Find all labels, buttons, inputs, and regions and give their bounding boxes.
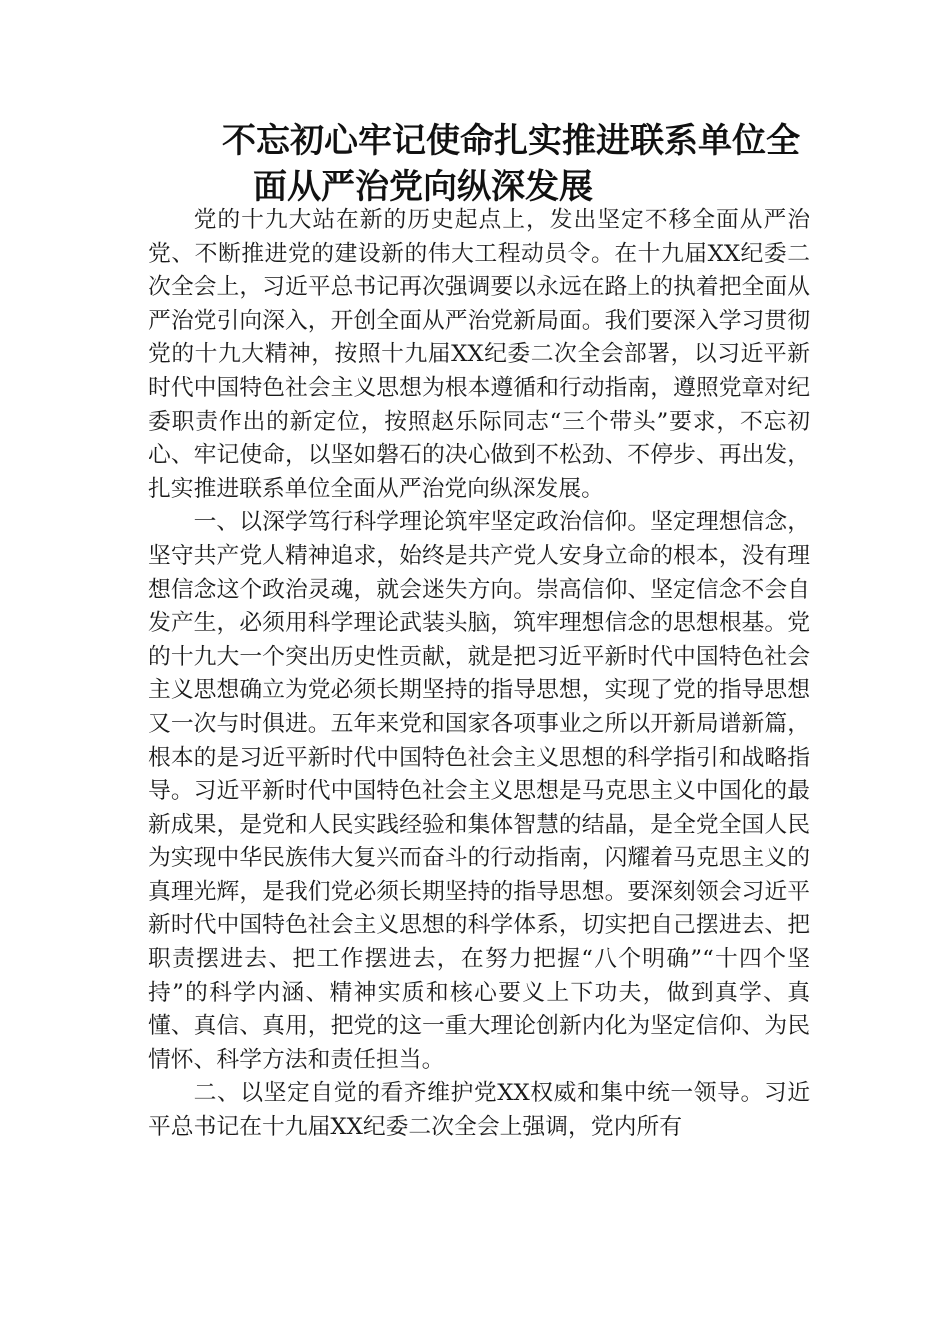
- document-body: [148, 204, 810, 1145]
- paragraph-section-2: 二、以坚定自觉的看齐维护党XX权威和集中统一领导。习近平总书记在十九届XX纪委二次全会上强调，党内所有: [148, 1080, 810, 1141]
- title-line-2: 面从严治党向纵深发展: [253, 167, 593, 207]
- title-line-1: 不忘初心牢记使命扎实推进联系单位全: [222, 121, 800, 161]
- paragraph-intro: 党的十九大站在新的历史起点上，发出坚定不移全面从严治党、不断推进党的建设新的伟大工程动员令。在十九届XX纪委二次全会上，习近平总书记再次强调要以永远在路上的执着把全面从严治党引向深入，开创全面从严治党新局面。我们要深入学习贯彻党的十九大精神，按照十九届XX纪委二次全会部署，以习近平新时代中国特色社会主义思想为根本遵循和行动指南，遵照党章对纪委职责作出的新定位，按照赵乐际同志“三个带头”要求，不忘初心、牢记使命，以坚如磐石的决心做到不松劲、不停步、再出发，扎实推进联系单位全面从严治党向纵深发展。: [148, 207, 810, 502]
- paragraph-section-1: 一、以深学笃行科学理论筑牢坚定政治信仰。坚定理想信念，坚守共产党人精神追求，始终是共产党人安身立命的根本，没有理想信念这个政治灵魂，就会迷失方向。崇高信仰、坚定信念不会自发产生，必须用科学理论武装头脑，筑牢理想信念的思想根基。党的十九大一个突出历史性贡献，就是把习近平新时代中国特色社会主义思想确立为党必须长期坚持的指导思想，实现了党的指导思想又一次与时俱进。五年来党和国家各项事业之所以开新局谱新篇，根本的是习近平新时代中国特色社会主义思想的科学指引和战略指导。习近平新时代中国特色社会主义思想是马克思主义中国化的最新成果，是党和人民实践经验和集体智慧的结晶，是全党全国人民为实现中华民族伟大复兴而奋斗的行动指南，闪耀着马克思主义的真理光辉，是我们党必须长期坚持的指导思想。要深刻领会习近平新时代中国特色社会主义思想的科学体系，切实把自己摆进去、把职责摆进去、把工作摆进去，在努力把握“八个明确”“十四个坚持”的科学内涵、精神实质和核心要义上下功夫，做到真学、真懂、真信、真用，把党的这一重大理论创新内化为坚定信仰、为民情怀、科学方法和责任担当。: [148, 509, 810, 1073]
- document-title: [148, 118, 808, 210]
